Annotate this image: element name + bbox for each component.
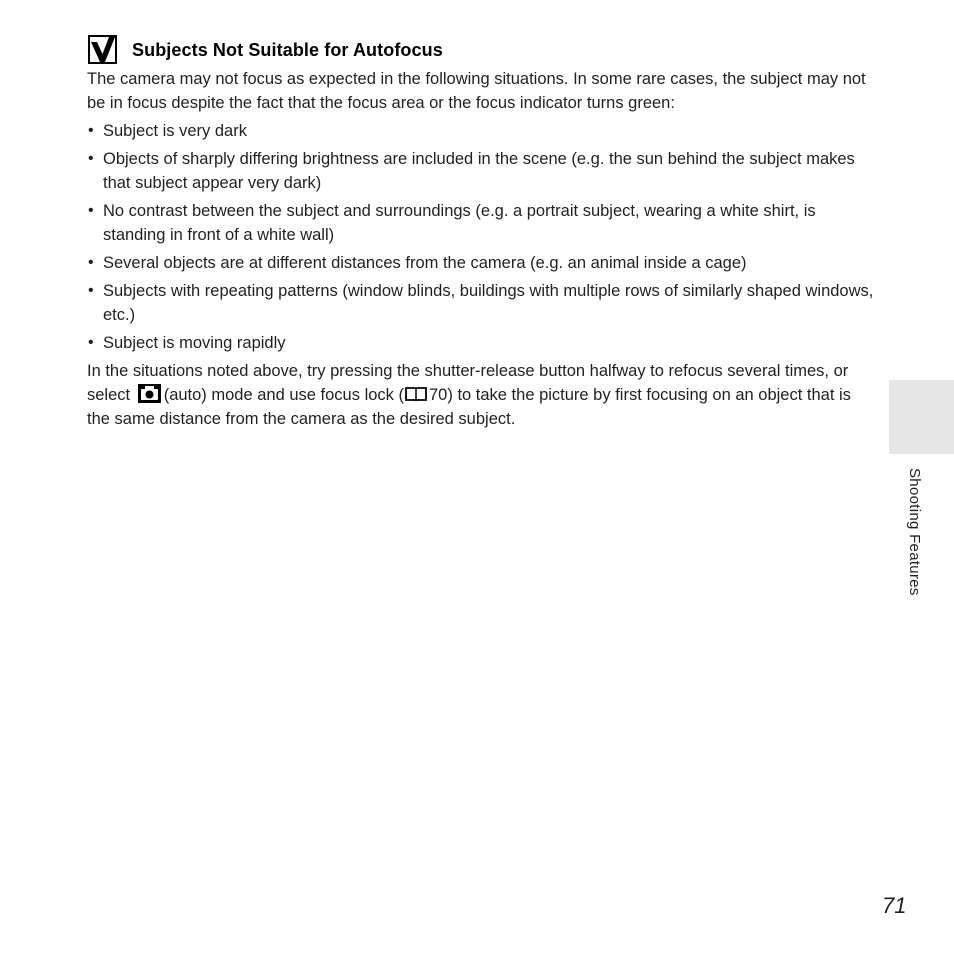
bullet-icon: • [88,202,94,219]
bullet-icon: • [88,122,94,139]
list-item [87,199,877,247]
page-number: 71 [882,893,907,918]
note-heading [88,32,877,66]
book-reference-icon [405,386,427,402]
list-item [87,279,877,327]
list-item-text: Subjects with repeating patterns (window blinds, buildings with multiple rows of similarly shaped windows, etc.) [103,282,874,324]
bullet-list [87,119,877,355]
page-reference: 70 [429,386,448,404]
bullet-icon: • [88,334,94,351]
closing-text-3: ) to take the picture by first focusing on an object that is the same distance from the camera as the desired subject. [87,386,851,428]
check-note-icon [88,35,117,64]
closing-text-1: In the situations noted above, try pressing the shutter-release button halfway to refocus several times, or select [87,362,849,404]
list-item [87,119,877,143]
bullet-icon: • [88,150,94,167]
intro-paragraph: The camera may not focus as expected in the following situations. In some rare cases, the subject may not be in focus despite the fact that the focus area or the focus indicator turns green: [87,70,866,112]
section-tab [889,380,954,454]
camera-icon [138,384,161,403]
closing-text-2: (auto) mode and use focus lock ( [163,386,404,404]
list-item [87,331,877,355]
closing-paragraph [87,359,877,431]
list-item-text: Objects of sharply differing brightness are included in the scene (e.g. the sun behind the subject makes that subject appear very dark) [103,150,855,192]
list-item-text: Subject is moving rapidly [103,334,286,352]
list-item-text: Several objects are at different distances from the camera (e.g. an animal inside a cage) [103,254,747,272]
bullet-icon: • [88,254,94,271]
list-item-text: Subject is very dark [103,122,247,140]
list-item-text: No contrast between the subject and surroundings (e.g. a portrait subject, wearing a white shirt, is standing in front of a white wall) [103,202,816,244]
note-section [87,32,877,431]
note-title: Subjects Not Suitable for Autofocus [132,39,443,60]
bullet-icon: • [88,282,94,299]
list-item [87,147,877,195]
section-label: Shooting Features [906,468,923,596]
list-item [87,251,877,275]
